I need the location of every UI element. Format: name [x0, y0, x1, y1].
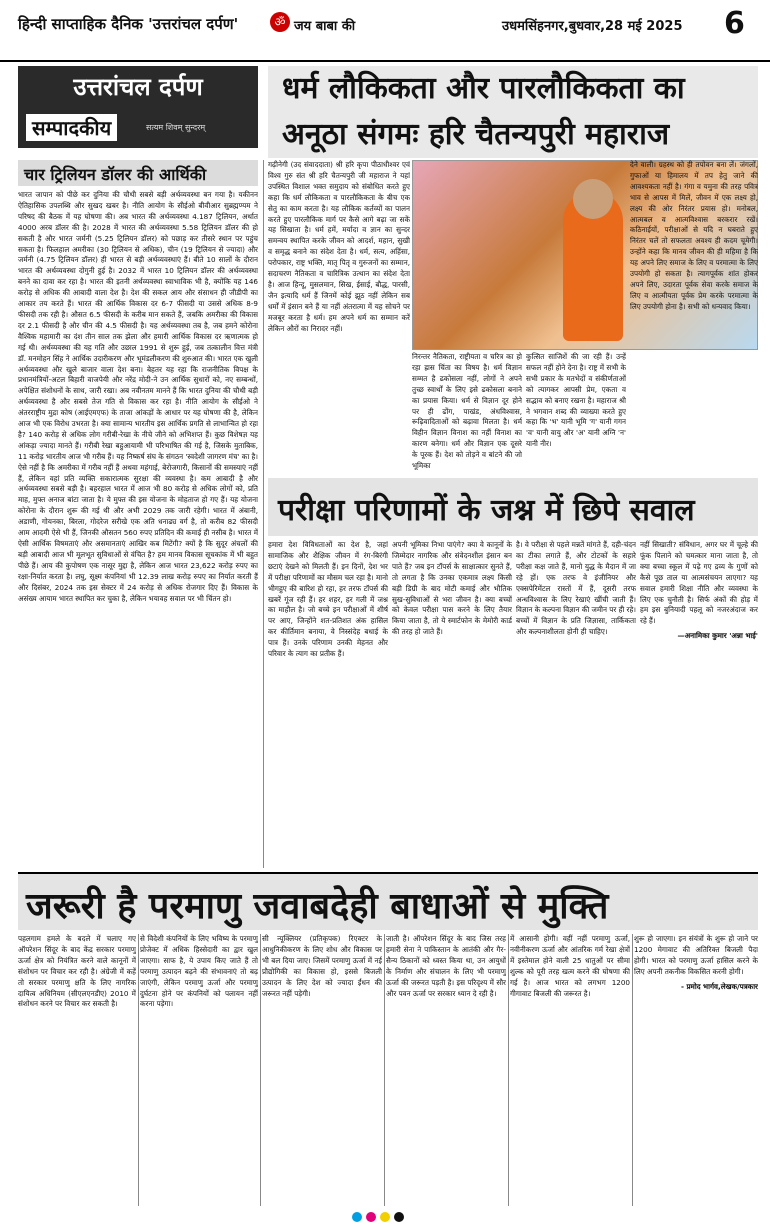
- exam-signoff: —अनामिका कुमार 'अन्ना भाई': [677, 631, 758, 641]
- main-article-col4: देने वाली। ग्रहस्थ को ही तपोवन बना लें। जंगलों, गुफाओं या हिमालय में तप हेतु जाने की आवश्यकता नहीं है। गंगा व यमुना की तरह पवित्र भाव से आपस में मिलें, जीवन में एक लक्ष्य हो, लक्ष्य की ओर निरंतर प्रयास हो। मनोबल, आत्मबल व आत्मविश्वास बरकरार रखें। कठिनाईयों, परीक्षाओं से यदि न घबराते हुए निरंतर चलें तो सफलता अवश्य ही कदम चूमेगी। उन्होंने कहा कि मानव जीवन की ही महिमा है कि यह अपने लिए समाज के लिए व परमात्मा के लिए उपयोगी हो सकता है। त्यागपूर्वक शांत होकर अपने लिए, उदारता पूर्वक सेवा करके समाज के लिए व आत्मीयता पूर्वक प्रेम करके परमात्मा के लिए उपयोगी होना है। सभी को धन्यवाद किया।: [630, 160, 758, 311]
- exam-article-col4: [640, 540, 758, 870]
- main-article-col3: कुत्सित साजिशें की जा रही हैं। उन्हें सफल नहीं होने देना है। राष्ट्र में सभी के सभी प्रकार के मतभेदों व संकीर्णताओं को त्यागकर आपसी प्रेम, एकता व सद्भाव को बनाए रखना है। महाराज श्री ने भगवान शब्द की व्याख्या करते हुए कहा कि 'भ' यानी भूमि 'ग' यानी गगन 'व' यानी वायु और 'अ' यानी अग्नि 'न' यानी नीर।: [526, 352, 626, 449]
- main-article-col1: गढ़ीनेगी (उद संवाददाता) श्री हरि कृपा पीठाधीश्वर एवं विश्व गुरु संत श्री हरि चैतन्यपुरी जी महाराज ने यहां उपस्थित विशाल भक्त समुदाय को संबोधित करते हुए कहा कि धर्म लौकिकता व पारलौकिकता के बीच एक सेतु का काम करता है। यह लौकिक कर्तव्यों का पालन करते हुए पारलौकिक मार्ग पर कैसे आगे बढ़ा जा सकें यह सिखाता है। धर्म हमें, मर्यादा व ज्ञान का सुन्दर समन्वय स्थापित करके जीवन को आदर्श, महान, सुखी व समृद्ध बनाने का संदेश देता है। धर्म, सत्य, अहिंसा, परोपकार, राष्ट्र भक्ति, मातृ पितृ व गुरुजनों का सम्मान, सदाचरण नैतिकता व चारित्रिक उत्थान का संदेश देता है। आज हिन्दू, मुसलमान, सिख, ईसाई, बौद्ध, पारसी, जैन इत्यादि धर्म हैं जिनमें कोई झूठ नहीं लेकिन सब धर्मों में इंसान बने हैं या नहीं अंतरात्मा में यह सोचने पर मजबूर करता है धर्म। हम अपने धर्म का सम्मान करें लेकिन औरों का निरादर नहीं।: [268, 160, 410, 333]
- page-header: [0, 0, 770, 62]
- exam-col4-text: नहीं सिखाती? संविधान, अगर घर में चूल्हे की फूंक पिलाने को चमत्कार माना जाता है, तो क्या बच्चा स्कूल में पढ़े गए द्रव्य के गुणों को कैसे पूछ ताल या आत्मसंचयन लाएगा? यह सवाल हमारी शिक्षा नीति और व्यवस्था के लिए एक चुनौती है। सिर्फ अंकों की होड़ में हम इस बुनियादी पहलू को नजरअंदाज कर रहे हैं।: [640, 540, 758, 626]
- header-middle-text: जय बाबा की: [294, 19, 356, 34]
- editorial-title: चार ट्रिलियन डॉलर की आर्थिकी: [18, 160, 258, 186]
- main-headline-line1: धर्म लौकिकता और पारलौकिकता का: [282, 71, 685, 106]
- editorial-body: भारत जापान को पीछे कर दुनिया की चौथी सबसे बड़ी अर्थव्यवस्था बन गया है। यकीनन ऐतिहासिक उपलब्धि और सुखद खबर है। नीति आयोग के सीईओ बीवीआर सुब्रह्मण्यम ने परिषद की बैठक में यह घोषणा की। अब भारत की अर्थव्यवस्था 4.187 ट्रिलियन, अर्थात 4000 अरब डॉलर की है। 2028 में भारत की अर्थव्यवस्था 5.58 ट्रिलियन डॉलर की हो सकती है और भारत जर्मनी (5.25 ट्रिलियन डॉलर) को पछाड़ कर तीसरे स्थान पर पहुंच सकता है। फिलहाल अमरीका (30 ट्रिलियन से अधिक), चीन (19 ट्रिलियन से ज्यादा) और जर्मनी (4.75 ट्रिलियन डॉलर) ही भारत से बड़ी अर्थव्यवस्थाएं हैं। बीते 10 सालों के दौरान भारत की अर्थव्यवस्था दोगुनी हुई है। 2032 में भारत 10 ट्रिलियन डॉलर की अर्थव्यवस्था बनने का दावा कर रहा है। भारत की इतनी अर्थव्यवस्था स्वाभाविक भी है, क्योंकि यह 146 करोड़ से अधिक की आबादी वाला देश है। देश की सकल आय और संसाधन ही जीडीपी का आकार तय करते हैं। भारत की आर्थिक विकास दर 6-7 फीसदी या उससे अधिक 8-9 फीसदी तक रही है। औसत 6.5 फीसदी के करीब मान सकते हैं, जबकि अमरीका की विकास दर 2.1 फीसदी है और चीन की 4.5 फीसदी है। यह अर्थव्यवस्था तब है, जब हमने कोरोना वैश्विक महामारी का दंश तीन साल तक झेला और हमारी आर्थिक विकास दर ऋणात्मक हो गई थी। अर्थव्यवस्था की यह गति और उछाल 1991 से शुरू हुई, जब तत्कालीन वित्त मंत्री डॉ. मनमोहन सिंह ने आर्थिक उदारीकरण और भूमंडलीकरण की शुरुआत की। भारत एक खुली अर्थव्यवस्था और खुले बाजार वाला देश बना। बेहतर यह रहा कि राजनीतिक विपक्ष के प्रधानमंत्रियों-अटल बिहारी वाजपेयी और नरेंद्र मोदी-ने उन आर्थिक सुधारों को, नए सम्बन्धों, अपेक्षित संशोधनों के साथ, जारी रखा। अब नवीनतम मानने हैं कि भारत दुनिया की चौथी बड़ी अर्थव्यवस्था है और सबसे तेज गति से विकास कर रहा है। नीति आयोग के सीईओ ने अंतरराष्ट्रीय मुद्रा कोष (आईएमएफ) के ताजा आंकड़ों के आधार पर यह घोषणा की है, लेकिन आज भी एक विरोध उभरता है। क्या सामान्य भारतीय इस आर्थिक प्रगति से लाभान्वित हो रहा है? 140 करोड़ से अधिक लोग गरीबी-रेखा के नीचे जीने को अभिशप्त हैं। कुछ विशेषज्ञ यह आंकड़ा ज्यादा मानते हैं। गरीबी रेखा बहुआयामी भी परिभाषित की गई है, जिसके मुताबिक, 11 करोड़ भारतीय आज भी गरीब हैं। यह निष्कर्ष संघ के संगठन 'स्वदेशी जागरण मंच' का है। ऐसे नहीं है कि अमरीका में गरीब नहीं हैं अथवा महंगाई, बेरोजगारी, किसानों की समस्याएं नहीं हैं, लेकिन वहां प्रति व्यक्ति सकारात्मक सुरक्षा की व्यवस्था है। कम आबादी है और अर्थव्यवस्था सबसे बड़ी है। बहरहाल भारत में आज भी 80 करोड़ से अधिक लोगों को, प्रति माह, मुफ्त अनाज बांटा जाता है। ये मुफ्त की इस योजना के मोहताज हो गए हैं। यह योजना कोरोना के दौरान शुरू की गई थी और अभी 2029 तक जारी रहेगी। भारत में अंबानी, अडाणी, गोयनका, बिरला, गोदरेज सरीखे एक अति धनाढ्य वर्ग है, तो करीब 82 फीसदी आम आदमी ऐसे भी हैं, जिनकी औसतन 560 रुपए प्रतिदिन की कमाई ही नसीब है। भारत में ऐसी आर्थिक विषमताएं और असमानताएं आखिर कब मिटेंगी? क्यों है कि सुदूर अंचलों की बड़ी आबादी आज भी मूलभूत सुविधाओं से वंचित है? हम मानव विकास सूचकांक में भी बहुत पीछे हैं। आय की कुपोषण एक नासूर मुद्दा है, लेकिन आज भारत 23,622 करोड़ रुपए का रक्षा-निर्यात करता है। लघु, सूक्ष्म कंपनियां भी 12.39 लाख करोड़ रुपए का निर्यात करती हैं और दिसंबर, 2024 तक इस सेक्टर में 24 करोड़ से अधिक रोजगार दिए हैं। विकास के असंख्य आयाम भारत स्थापित कर चुका है, लेकिन भयावह सवाल पर भी चिंतन हो।: [18, 190, 258, 603]
- om-icon: ॐ: [270, 12, 290, 32]
- paper-name-line: हिन्दी साप्ताहिक दैनिक 'उत्तरांचल दर्पण': [18, 15, 239, 33]
- masthead-title: उत्तरांचल दर्पण: [73, 72, 203, 101]
- column-divider: [263, 160, 264, 868]
- section-label: सम्पादकीय: [26, 114, 117, 141]
- dateline: उधमसिंहनगर,बुधवार,28 मई 2025: [502, 19, 683, 34]
- registration-dot: [352, 1212, 362, 1222]
- exam-article-col3: है। वे परीक्षा से पहले मन्नतें मांगते हैं, दही-चंदन का टीका लगाते हैं, और टोटकों के सहारे परीक्षा कक्ष जाते हैं, मानो युद्ध के मैदान में जा रहे हों। एक तरफ वे इंजीनियर और एक्सपेरिमेंटल रास्तों में हैं, दूसरी तरफ अन्धविश्वास के लिए रेखाएं खींची जाती हैं। विज्ञान के कल्पना विज्ञान की जमीन पर ही रहे। बच्चों में विज्ञान के प्रति जिज्ञासा, तार्किकता और कल्पनाशीलता होनी ही चाहिए।: [516, 540, 636, 637]
- bottom-col6-text: शुरू हो जाएगा। इन संयंत्रों के शुरू हो जाने पर 1200 मेगावाट की अतिरिक्त बिजली पैदा होगी। भारत को परमाणु ऊर्जा हासिल करने के लिए अपनी तकनीक विकसित करनी होगी।: [634, 934, 758, 976]
- photo-figure-head: [573, 179, 613, 219]
- exam-article-col1: हमारा देश विविधताओं का देश है, जहां सामाजिक और शैक्षिक जीवन में रंग-बिरंगी छटाएं देखने को मिलती हैं। इन दिनों, देश भर में परीक्षा परिणामों का मौसम चल रहा है। मानो भीगहुए की बारिश हो रहा, हर तरफ टॉपर्स की खबरें गूंज रही हैं। हर शहर, हर गली में जश्न का माहौल है। जो बच्चे इन परीक्षाओं में शीर्ष पर आए, जिन्होंने शत-प्रतिशत अंक हासिल कर कीर्तिमान बनाया, वे निस्संदेह बधाई के पात्र हैं। उनके परिणाम उनकी मेहनत और परिवार के त्याग का प्रतीक हैं।: [268, 540, 388, 659]
- registration-dot: [394, 1212, 404, 1222]
- registration-dot: [380, 1212, 390, 1222]
- bottom-signoff: - प्रमोद भार्गव,लेखक/पत्रकार: [680, 981, 758, 991]
- exam-headline-text: परीक्षा परिणामों के जश्न में छिपे सवाल: [278, 493, 695, 528]
- column-divider: [508, 934, 509, 1206]
- exam-headline: [268, 478, 758, 536]
- bottom-article-col6: [634, 934, 758, 1206]
- bottom-headline-text: जरूरी है परमाणु जवाबदेही बाधाओं से मुक्ति: [26, 886, 609, 927]
- column-divider: [138, 934, 139, 1206]
- main-headline: [268, 66, 758, 158]
- main-article-col2: निरन्तर नैतिकता, राष्ट्रीयता व चरित्र का हो रहा ह्रास चिंता का विषय है। धर्म विज्ञान सम्मत है ढकोसला नहीं, लोगों ने अपने तुच्छ स्वार्थों के लिए इसे ढकोसला बनाने का प्रयास किया। धर्म से विज्ञान दूर होने पर ही ढोंग, पाखंड, अंधविश्वास, रूढ़िवादिताओं को बढ़ावा मिलता है। धर्म विहीन विज्ञान विनाश का नहीं विनाश का कारण बनेगा। धर्म और विज्ञान एक दूसरे के पूरक हैं। देश को तोड़ने व बांटने की जो भूमिका: [412, 352, 522, 471]
- column-divider: [384, 934, 385, 1206]
- column-divider: [260, 934, 261, 1206]
- bottom-article-col5: में आसानी होगी। वहीं नहीं परमाणु ऊर्जा, नवीनीकरण ऊर्जा और आंतरिक गर्म रेखा क्षेत्रों में इस्तेमाल होने वाली 25 धातुओं पर सीमा शुल्क को पूरी तरह खत्म करने की घोषणा की गई है। आज भारत को लगभग 1200 गीगावाट बिजली की जरूरत है।: [510, 934, 630, 998]
- main-headline-line2: अनूठा संगमः हरि चैतन्यपुरी महाराज: [282, 117, 670, 152]
- bottom-article-col2: से विदेशी कंपनियों के लिए भविष्य के परमाणु प्रोजेक्ट में अधिक हिस्सेदारी का द्वार खुल जाएगा। साफ है, ये उपाय किए जाते हैं तो परमाणु उत्पादन बढ़ने की संभावनाएं तो बढ़ जाएंगी, लेकिन परमाणु ऊर्जा और परमाणु दुर्घटना होने पर कंपनियों को पलायन नहीं करना पड़ेगा।: [140, 934, 258, 1009]
- bottom-article-col4: जाती है। ऑपरेशन सिंदूर के बाद जिस तरह हमारी सेना ने पाकिस्तान के आतंकी और गैर-सैन्य ठिकानों को ध्वस्त किया था, उन आयुधों के निर्माण और संचालन के लिए भी परमाणु ऊर्जा की जरूरत पड़ती है। इस परिदृश्य में सौर और पवन ऊर्जा पर सरकार ध्यान दे रही है।: [386, 934, 506, 998]
- bottom-article-col1: पहलगाम हमले के बदले में चलाए गए ऑपरेशन सिंदूर के बाद केंद्र सरकार परमाणु ऊर्जा क्षेत्र को नियंत्रित करने वाले कानूनों में संशोधन पर विचार कर रही है। अंग्रेजी में कहें तो सरकार परमाणु क्षति के लिए नागरिक दायित्व अधिनियम (सीएलएनडीए) 2010 में संशोधन करने पर विचार कर सकती है।: [18, 934, 136, 1009]
- column-divider: [632, 934, 633, 1206]
- bottom-headline: [18, 872, 758, 930]
- masthead-tagline: सत्यम शिवम् सुन्दरम्: [146, 123, 206, 132]
- bottom-article-col3: सी न्यूक्लियर (प्रतिकृपक) रिएक्टर के आधुनिकीकरण के लिए शोध और विकास पर भी बल दिया जाए। जिसमें परमाणु ऊर्जा में नई प्रौद्योगिकी का विकास हो, इससे बिजली उत्पादन के लिए देश को ज्यादा ईंधन की जरूरत नहीं पड़ेगी।: [262, 934, 382, 998]
- registration-dot: [366, 1212, 376, 1222]
- page-number: 6: [724, 6, 745, 41]
- editorial-masthead: [18, 66, 258, 148]
- exam-article-col2: अपनी भूमिका निभा पाएंगे? क्या वे कानूनों के जिम्मेदार नागरिक और संवेदनशील इंसान बन पाते हैं? जब इन टॉपर्स के साक्षात्कार सुनते हैं, तो लगता है कि उनका एकमात्र लक्ष्य किसी बड़ी डिग्री के बाद मोटी कमाई और भौतिक सुख-सुविधाओं से भरा जीवन है। क्या बच्चों को केवल परीक्षा पास करने के लिए तैयार किया जाता है, तो ये स्मार्टफोन के मेमोरी कार्ड की तरह हो जाते हैं।: [392, 540, 512, 637]
